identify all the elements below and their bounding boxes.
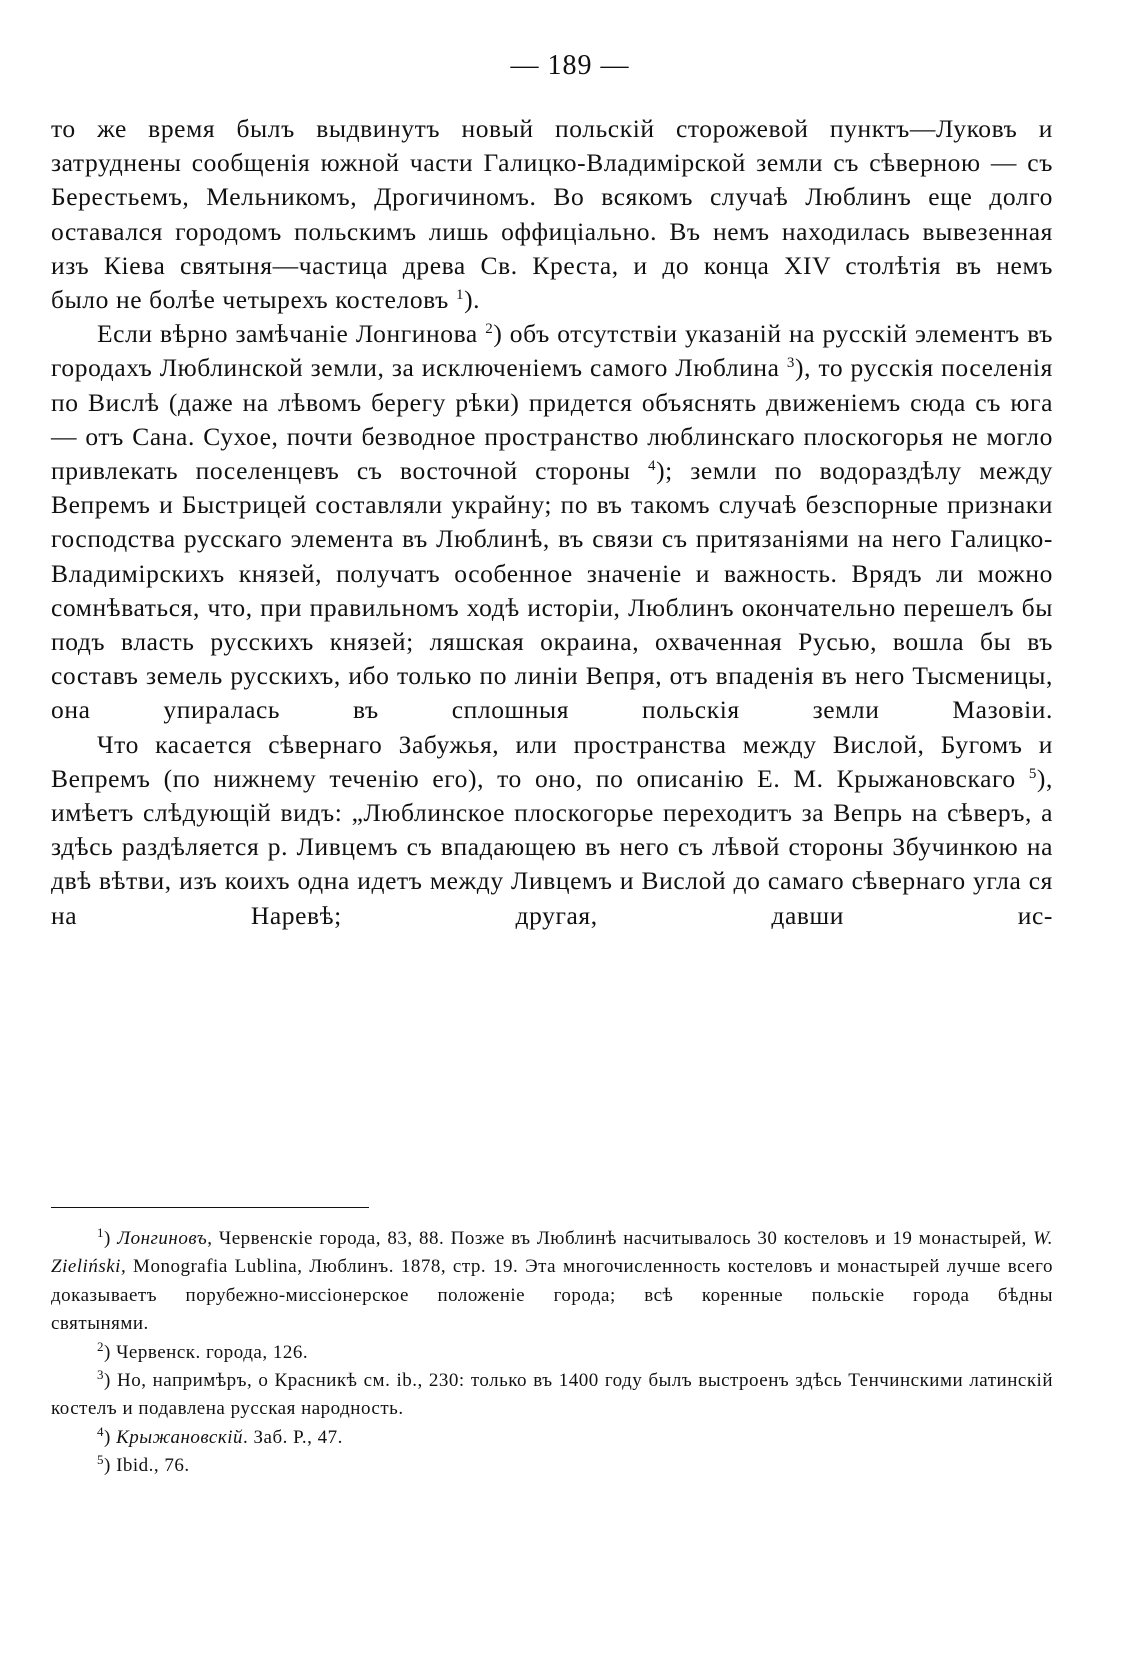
- footnote-number: 2: [97, 1338, 104, 1354]
- footnote-2: [51, 1339, 1053, 1367]
- footnote-author: W. Zieliński: [51, 1228, 1054, 1278]
- footnote-1: $^1$) Лонгиновъ, Червенскіе города, 83, 88. Позже въ Люблинѣ насчитывалось 30 костеловъ и 19 монастырей, W. Zieliński, Monografia Lublina, Люблинъ. 1878, стр. 19. Эта многочисленность костеловъ и монастырей лучше всего доказываетъ порубежно-миссіонерское положеніе города; всѣ коренные польскіе города бѣдны святынями.: [51, 1225, 1053, 1339]
- footnote-ref: 2: [485, 321, 494, 338]
- footnote-author: Крыжановскій: [116, 1426, 244, 1448]
- main-text: [51, 112, 1053, 933]
- paragraph-text: ); земли по водораздѣлу между Вепремъ и Быстрицей составляли украйну; по въ такомъ случаѣ безспорные признаки господства русскаго элемента въ Люблинѣ, въ связи съ притязаніями на него Галицко-Владимірскихъ князей, получатъ особенное значеніе и важность. Врядъ ли можно сомнѣваться, что, при правильномъ ходѣ исторіи, Люблинъ окончательно перешелъ бы подъ власть русскихъ князей; ляшская окраина, охваченная Русью, вошла бы въ составъ земель русскихъ, ибо только по линіи Вепря, отъ впаденія въ него Тысменицы, она упиралась въ сплошныя польскія земли Мазовіи.: [51, 456, 1053, 725]
- footnote-3: [51, 1367, 1053, 1424]
- footnote-ref: 4: [647, 458, 657, 475]
- paragraph-text: то же время былъ выдвинутъ новый польскій сторожевой пунктъ—Луковъ и затруднены сообщенія южной части Галицко-Владимірской земли съ сѣверною — съ Берестьемъ, Мельникомъ, Дрогичиномъ. Во всякомъ случаѣ Люблинъ еще долго оставался городомъ польскимъ лишь оффиціально. Въ немъ находилась вывезенная изъ Кіева святыня—частица древа Св. Креста, и до конца XIV столѣтія въ немъ: [51, 114, 1053, 280]
- footnote-number: 5: [97, 1452, 104, 1468]
- paragraph-1: [51, 112, 1053, 317]
- footnotes: [51, 1225, 1053, 1481]
- footnote-text: ) Ibid., 76.: [104, 1455, 190, 1477]
- footnote-text: , Червенскіе города, 83, 88. Позже въ Люблинѣ насчитывалось 30 костеловъ и 19 монастырей,: [207, 1228, 1034, 1249]
- paragraph-text: ), то русскія поселенія по Вислѣ (даже на лѣвомъ берегу рѣки) придется объяснять движеніемъ сюда съ юга — отъ Сана. Сухое, почти безводное пространство люблинскаго плоскогорья не могло привлекать поселенцевъ съ восточной стороны: [51, 353, 1053, 486]
- footnote-5: [51, 1452, 1053, 1480]
- paragraph-text: ).: [464, 285, 481, 315]
- footnote-text: . Заб. Р., 47.: [243, 1426, 343, 1448]
- page-number: — 189 —: [510, 50, 630, 81]
- paragraph-last-line: [51, 283, 1053, 317]
- footnote-number: 4: [97, 1423, 104, 1439]
- footnote-ref: 3: [786, 355, 796, 372]
- paragraph-text: ), имѣетъ слѣдующій видъ: „Люблинское плоскогорье переходитъ за Вепрь на сѣверъ, а здѣсь раздѣляется р. Ливцемъ съ впадающею въ него съ лѣвой стороны Збучинкою на двѣ вѣтви, изъ коихъ одна идетъ между Ливцемъ и Вислой до самаго сѣвернаго угла ся на Наревѣ; другая, давши ис-: [51, 763, 1053, 930]
- footnote-number: 1: [97, 1225, 104, 1240]
- paragraph-text: Что касается сѣвернаго Забужья, или пространства между Вислой, Бугомъ и Вепремъ (по нижнему теченію его), то оно, по описанію Е. М. Крыжановскаго: [51, 729, 1053, 793]
- footnote-last-line: святынями.: [51, 1313, 149, 1335]
- paragraph-3: [51, 728, 1053, 933]
- footnote-text: ) Червенск. города, 126.: [104, 1341, 309, 1363]
- footnote-ref: 1: [455, 287, 465, 304]
- footnote-text: , Monografia Lublina, Люблинъ. 1878, стр. 19. Эта многочисленность костеловъ и монастырей лучше всего доказываетъ порубежно-миссіонерское положеніе города; всѣ коренные польскіе города бѣдны: [51, 1256, 1053, 1306]
- paragraph-2: [51, 317, 1053, 727]
- footnote-ref: 5: [1028, 765, 1037, 782]
- footnote-text: ) Но, напримѣръ, о Красникѣ см. ib., 230: только въ 1400 году былъ выстроенъ здѣсь Тенчинскими латинскій костелъ и подавлена русская народность.: [51, 1370, 1053, 1420]
- footnote-author: Лонгиновъ: [117, 1228, 208, 1249]
- footnote-number: 3: [97, 1367, 104, 1383]
- footnote-4: $^4$) Крыжановскій. Заб. Р., 47.: [97, 1423, 343, 1448]
- paragraph-text: Если вѣрно замѣчаніе Лонгинова: [97, 319, 486, 349]
- paragraph-text: было не болѣе четырехъ костеловъ: [51, 285, 456, 315]
- paragraph-text: ) объ отсутствіи указаній на русскій элементъ въ городахъ Люблинской земли, за исключеніемъ самого Люблина: [51, 319, 1053, 383]
- footnote-divider: [51, 1207, 369, 1208]
